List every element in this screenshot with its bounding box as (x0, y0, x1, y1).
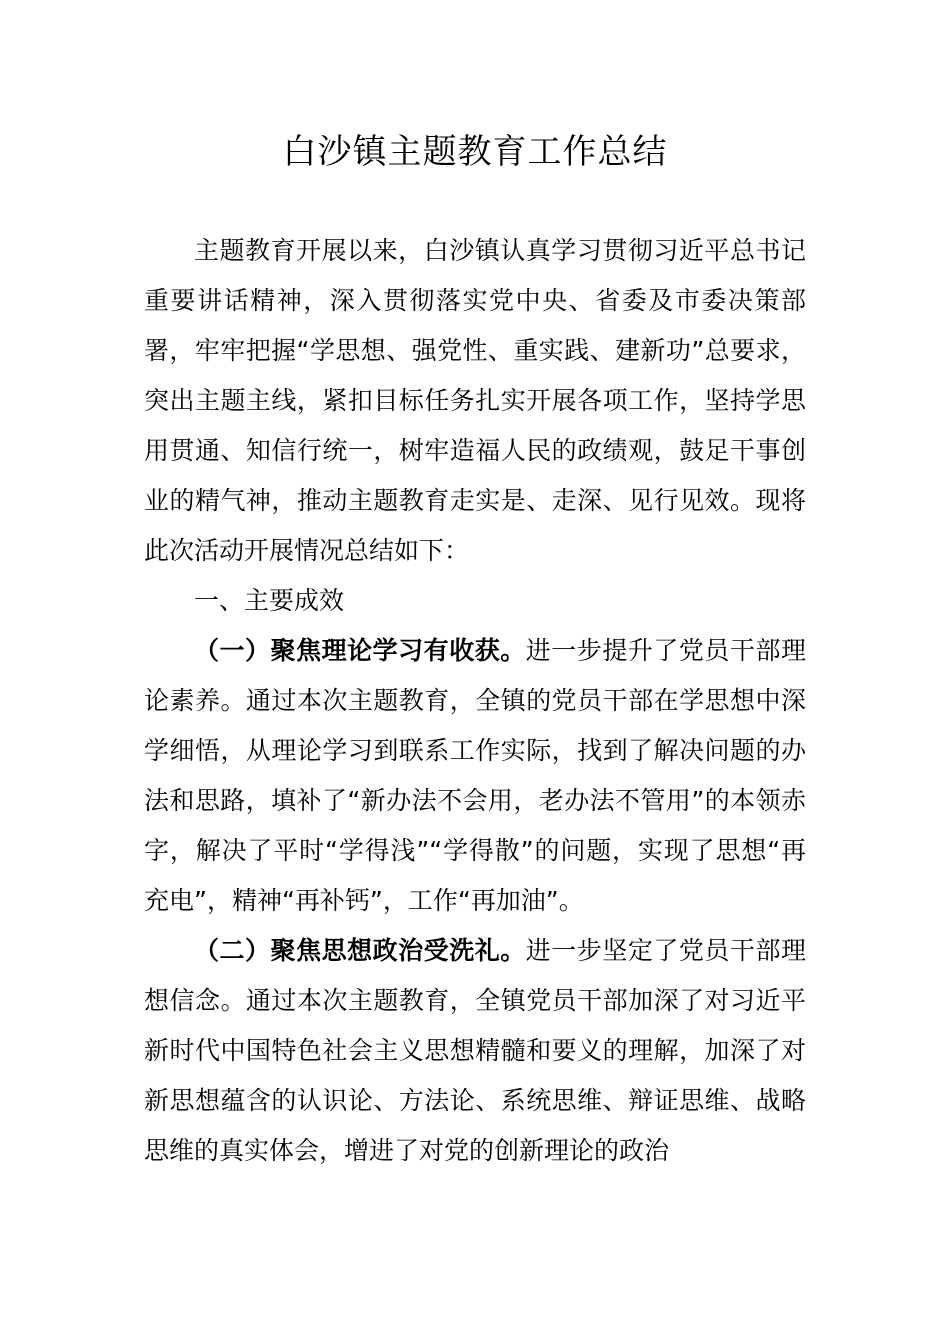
item-text-1: 进一步提升了党员干部理论素养。通过本次主题教育，全镇的党员干部在学思想中深学细悟，从理论学习到联系工作实际，找到了解决问题的办法和思路，填补了“新办法不会用，老办法不管用”的本领赤字，解决了平时“学得浅”“学得散”的问题，实现了思想“再充电”，精神“再补钙”，工作“再加油”。 (144, 636, 806, 915)
document-body (144, 226, 806, 1176)
intro-paragraph: 主题教育开展以来，白沙镇认真学习贯彻习近平总书记重要讲话精神，深入贯彻落实党中央、省委及市委决策部署，牢牢把握“学思想、强党性、重实践、建新功”总要求，突出主题主线，紧扣目标任务扎实开展各项工作，坚持学思用贯通、知信行统一，树牢造福人民的政绩观，鼓足干事创业的精气神，推动主题教育走实是、走深、见行见效。现将此次活动开展情况总结如下： (144, 236, 806, 565)
item-lead-1: （一）聚焦理论学习有收获。 (194, 636, 526, 665)
item-lead-2: （二）聚焦思想政治受洗礼。 (194, 936, 526, 965)
item-paragraph-2 (144, 926, 806, 1176)
document-title: 白沙镇主题教育工作总结 (282, 132, 668, 172)
item-paragraph-1 (144, 626, 806, 926)
section-heading: 一、主要成效 (194, 586, 345, 615)
item-text-2: 进一步坚定了党员干部理想信念。通过本次主题教育，全镇党员干部加深了对习近平新时代中国特色社会主义思想精髓和要义的理解，加深了对新思想蕴含的认识论、方法论、系统思维、辩证思维、战略思维的真实体会，增进了对党的创新理论的政治 (144, 936, 806, 1165)
